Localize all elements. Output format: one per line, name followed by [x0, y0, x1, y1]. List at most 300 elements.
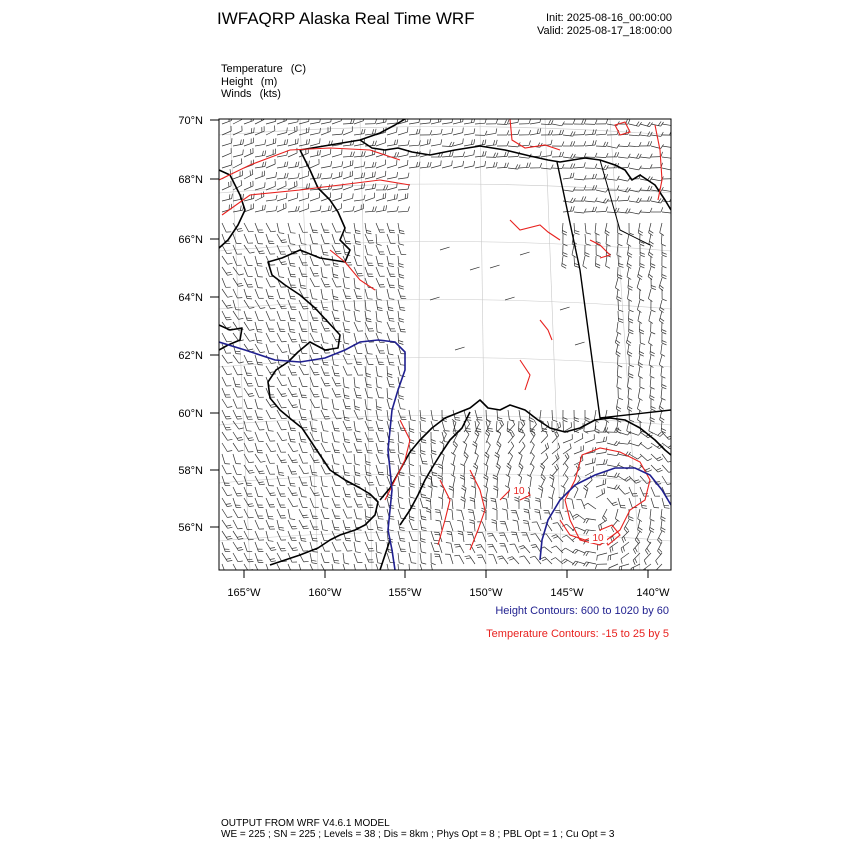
wind-barb-shaft	[409, 465, 410, 475]
wind-barb-shaft	[244, 333, 250, 341]
wind-barb-flag	[519, 546, 524, 548]
wind-barb-flag	[355, 310, 360, 311]
wind-barb-flag	[648, 196, 650, 201]
wind-barb-flag	[661, 207, 663, 212]
wind-barb-flag	[644, 560, 646, 565]
wind-barb-flag	[312, 329, 317, 330]
wind-barb-shaft	[586, 519, 596, 521]
wind-barb-shaft	[409, 531, 413, 540]
wind-barb-flag	[227, 341, 232, 342]
wind-barb-shaft	[222, 432, 228, 440]
wind-barb-flag	[292, 460, 297, 461]
wind-barb-flag	[495, 455, 499, 458]
wind-barb-shaft	[376, 256, 379, 266]
wind-barb-flag	[386, 185, 388, 190]
wind-barb-flag	[421, 418, 426, 419]
wind-barb-shaft	[574, 461, 583, 466]
wind-barb-shaft	[343, 156, 353, 157]
wind-barb-shaft	[387, 377, 390, 387]
wind-barb-shaft	[343, 145, 353, 146]
wind-barb-flag	[520, 547, 525, 549]
wind-barb-shaft	[365, 188, 375, 190]
wind-barb-shaft	[354, 487, 357, 496]
wind-barb-flag	[257, 263, 262, 264]
wind-barb-shaft	[398, 366, 400, 376]
wind-barb-flag	[367, 420, 372, 421]
wind-barb-shaft	[244, 553, 249, 562]
wind-barb-flag	[324, 255, 329, 256]
wind-barb-flag	[650, 352, 655, 354]
wind-barb-shaft	[662, 168, 672, 170]
wind-barb-shaft	[233, 410, 237, 419]
wind-barb-flag	[572, 549, 575, 553]
wind-barb-flag	[334, 277, 339, 278]
wind-barb-shaft	[332, 154, 342, 157]
wind-barb-flag	[604, 516, 607, 520]
wind-barb-shaft	[574, 256, 575, 266]
wind-barb-flag	[410, 484, 415, 485]
wind-barb-flag	[573, 187, 575, 191]
wind-barb-flag	[227, 451, 232, 452]
wind-barb-shaft	[409, 542, 411, 552]
wind-barb-flag	[560, 130, 562, 135]
wind-barb-shaft	[321, 355, 324, 365]
wind-barb-flag	[633, 550, 635, 554]
wind-barb-shaft	[299, 198, 309, 201]
wind-barb-shaft	[332, 564, 334, 574]
wind-barb-flag	[409, 517, 414, 519]
wind-barb-shaft	[629, 201, 639, 203]
wind-barb-flag	[585, 255, 590, 257]
wind-barb-flag	[660, 285, 664, 288]
wind-barb-shaft	[255, 531, 259, 540]
wind-barb-flag	[507, 141, 509, 146]
wind-barb-flag	[397, 172, 398, 177]
wind-barb-flag	[531, 463, 535, 467]
wind-barb-shaft	[321, 122, 331, 124]
wind-barb-flag	[331, 161, 332, 166]
wind-barb-flag	[487, 533, 492, 534]
wind-barb-shaft	[277, 476, 280, 486]
wind-barb-flag	[649, 431, 653, 434]
wind-barb-flag	[372, 129, 373, 134]
wind-barb-flag	[357, 398, 362, 399]
wind-barb-flag	[672, 121, 675, 125]
wind-barb-flag	[610, 555, 611, 560]
wind-barb-shaft	[299, 487, 302, 497]
wind-barb-shaft	[365, 509, 366, 519]
wind-barb-shaft	[233, 520, 238, 529]
wind-barb-shaft	[299, 443, 303, 452]
wind-barb-flag	[378, 527, 383, 528]
wind-barb-flag	[650, 418, 654, 420]
wind-barb-flag	[636, 122, 639, 126]
wind-barb-shaft	[585, 223, 586, 233]
wind-barb-flag	[562, 559, 566, 562]
wind-barb-flag	[659, 538, 662, 542]
wind-barb-flag	[432, 475, 437, 476]
wind-barb-flag	[586, 530, 588, 534]
wind-barb-shaft	[622, 531, 629, 538]
wind-barb-shaft	[617, 377, 618, 387]
wind-barb-shaft	[244, 267, 248, 276]
wind-barb-flag	[570, 198, 573, 202]
wind-barb-flag	[399, 318, 404, 319]
wind-barb-flag	[485, 433, 489, 436]
wind-barb-shaft	[354, 509, 357, 519]
wind-barb-shaft	[343, 165, 353, 168]
wind-barb-shaft	[651, 465, 658, 472]
wind-barb-flag	[523, 520, 528, 521]
wind-barb-flag	[293, 550, 298, 551]
wind-barb-shaft	[464, 133, 474, 135]
wind-barb-flag	[645, 569, 646, 574]
wind-barb-shaft	[321, 366, 325, 375]
wind-barb-flag	[650, 197, 652, 202]
wind-barb-shaft	[266, 164, 275, 168]
wind-barb-shaft	[637, 300, 640, 310]
wind-barb-shaft	[651, 454, 658, 461]
wind-barb-shaft	[409, 145, 419, 146]
wind-barb-flag	[540, 128, 541, 133]
wind-barb-flag	[651, 409, 656, 411]
wind-barb-shaft	[629, 135, 639, 136]
wind-barb-flag	[474, 161, 475, 166]
wind-barb-flag	[473, 466, 477, 469]
wind-barb-flag	[619, 264, 624, 265]
wind-barb-shaft	[376, 267, 380, 276]
wind-barb-flag	[604, 488, 605, 493]
wind-barb-shaft	[343, 509, 347, 518]
wind-barb-flag	[271, 418, 276, 419]
wind-barb-flag	[421, 541, 426, 542]
wind-barb-flag	[597, 556, 598, 561]
wind-barb-shaft	[365, 399, 367, 409]
wind-barb-flag	[432, 453, 437, 455]
variable-winds: Winds (kts)	[221, 88, 281, 100]
wind-barb-flag	[293, 495, 298, 496]
wind-barb-shaft	[618, 157, 628, 158]
wind-barb-flag	[647, 470, 652, 472]
wind-barb-shaft	[288, 198, 298, 201]
wind-barb-flag	[488, 431, 493, 432]
wind-barb-shaft	[420, 123, 430, 124]
wind-barb-flag	[545, 445, 547, 450]
wind-barb-flag	[505, 152, 507, 157]
wind-barb-shaft	[440, 521, 442, 531]
wind-barb-flag	[463, 161, 464, 166]
wind-barb-flag	[551, 151, 552, 156]
wind-barb-shaft	[266, 311, 270, 320]
wind-barb-shaft	[222, 487, 227, 496]
wind-barb-flag	[260, 484, 265, 485]
wind-barb-flag	[496, 128, 497, 133]
wind-barb-flag	[248, 470, 253, 471]
wind-barb-flag	[399, 244, 404, 245]
wind-barb-shaft	[277, 542, 281, 551]
wind-barb-shaft	[255, 223, 259, 232]
wind-barb-shaft	[537, 522, 541, 531]
lat-label-70n: 70°N	[178, 115, 203, 127]
wind-barb-flag	[422, 461, 427, 462]
wind-barb-flag	[510, 544, 515, 545]
wind-barb-flag	[228, 296, 233, 297]
wind-barb-flag	[639, 198, 642, 202]
wind-barb-shaft	[649, 421, 651, 431]
wind-barb-flag	[345, 398, 350, 399]
wind-barb-flag	[276, 172, 277, 177]
wind-barb-shaft	[486, 488, 488, 498]
wind-barb-flag	[226, 558, 231, 559]
wind-barb-flag	[334, 563, 339, 564]
wind-barb-flag	[625, 492, 630, 494]
lon-label-155w: 155°W	[388, 587, 422, 599]
wind-barb-flag	[617, 196, 619, 201]
wind-barb-flag	[394, 140, 395, 145]
wind-barb-shaft	[585, 234, 586, 244]
wind-barb-flag	[662, 387, 667, 389]
wind-barb-flag	[238, 285, 243, 286]
wind-barb-flag	[626, 343, 630, 346]
wind-barb-flag	[323, 307, 328, 308]
wind-barb-flag	[427, 477, 432, 479]
wind-barb-shaft	[387, 465, 388, 475]
wind-barb-flag	[438, 117, 439, 122]
wind-barb-shaft	[222, 333, 227, 342]
wind-barb-flag	[400, 387, 405, 388]
wind-barb-shaft	[596, 157, 606, 158]
wind-barb-shaft	[255, 553, 258, 562]
wind-barb-flag	[535, 500, 540, 501]
wind-barb-shaft	[321, 432, 323, 442]
wind-barb-shaft	[222, 256, 228, 264]
wind-barb-shaft	[266, 322, 270, 331]
wind-barb-shaft	[354, 177, 364, 179]
wind-barb-shaft	[640, 476, 647, 484]
wind-barb-flag	[229, 194, 230, 199]
wind-barb-flag	[672, 174, 674, 179]
wind-barb-flag	[461, 488, 465, 491]
wind-barb-flag	[435, 510, 440, 511]
wind-barb-shaft	[266, 421, 269, 431]
wind-barb-flag	[248, 364, 253, 365]
wind-barb-flag	[465, 544, 470, 545]
wind-barb-flag	[457, 520, 462, 521]
wind-barb-flag	[532, 547, 537, 548]
wind-barb-shaft	[288, 322, 290, 332]
wind-barb-shaft	[398, 267, 399, 277]
wind-barb-flag	[239, 428, 244, 429]
wind-barb-flag	[552, 535, 557, 537]
wind-barb-shaft	[617, 366, 618, 376]
wind-barb-shaft	[387, 553, 390, 563]
wind-barb-shaft	[255, 278, 258, 288]
wind-barb-shaft	[398, 289, 401, 299]
wind-barb-flag	[561, 486, 565, 489]
wind-barb-shaft	[266, 454, 270, 463]
wind-barb-shaft	[266, 443, 271, 452]
wind-barb-shaft	[365, 278, 368, 287]
wind-barb-flag	[658, 432, 662, 435]
longitude-ticks	[244, 570, 648, 578]
wind-barb-shaft	[310, 256, 314, 265]
wind-barb-flag	[551, 130, 553, 135]
wind-barb-flag	[323, 299, 328, 300]
wind-barb-flag	[291, 486, 296, 487]
wind-barb-flag	[373, 207, 374, 212]
wind-barb-flag	[334, 574, 339, 575]
wind-barb-shaft	[233, 388, 237, 397]
wind-barb-shaft	[277, 421, 282, 430]
wind-barb-flag	[254, 128, 255, 133]
wind-barb-shaft	[222, 454, 225, 464]
wind-barb-flag	[575, 233, 580, 234]
wind-barb-flag	[488, 428, 493, 429]
wind-barb-shaft	[606, 234, 607, 244]
wind-barb-flag	[452, 128, 453, 133]
wind-barb-shaft	[288, 399, 293, 408]
wind-barb-flag	[446, 543, 451, 544]
wind-barb-flag	[662, 343, 667, 345]
wind-barb-shaft	[420, 564, 423, 574]
wind-barb-shaft	[299, 278, 301, 288]
wind-barb-shaft	[310, 289, 312, 299]
wind-barb-shaft	[255, 344, 260, 353]
wind-barb-flag	[617, 332, 621, 334]
wind-barb-shaft	[266, 143, 276, 146]
wind-barb-shaft	[332, 189, 342, 191]
wind-barb-shaft	[431, 134, 441, 135]
wind-barb-flag	[227, 374, 232, 375]
wind-barb-flag	[542, 523, 547, 524]
wind-barb-flag	[390, 387, 395, 388]
wind-barb-shaft	[310, 509, 313, 519]
wind-barb-shaft	[222, 143, 232, 146]
wind-barb-flag	[477, 417, 482, 418]
wind-barb-shaft	[552, 448, 560, 454]
wind-barb-flag	[629, 517, 634, 519]
wind-barb-shaft	[222, 476, 225, 486]
wind-barb-shaft	[321, 131, 330, 135]
wind-barb-flag	[282, 396, 287, 397]
wind-barb-flag	[377, 321, 382, 322]
wind-barb-flag	[342, 129, 343, 134]
lat-label-60n: 60°N	[178, 408, 203, 420]
wind-barb-flag	[508, 557, 513, 559]
wind-barb-shaft	[222, 542, 225, 552]
wind-barb-flag	[497, 444, 501, 448]
wind-barb-flag	[640, 330, 645, 332]
wind-barb-shaft	[597, 553, 607, 556]
wind-barb-flag	[574, 420, 579, 422]
wind-barb-flag	[240, 140, 241, 145]
wind-barb-flag	[665, 508, 670, 509]
wind-barb-shaft	[409, 498, 411, 508]
wind-barb-shaft	[321, 410, 325, 419]
wind-barb-flag	[529, 141, 531, 146]
wind-barb-shaft	[387, 355, 390, 365]
wind-barb-flag	[366, 230, 371, 231]
wind-barb-shaft	[365, 198, 374, 201]
wind-barb-shaft	[233, 333, 239, 341]
wind-barb-shaft	[365, 267, 368, 276]
coastline	[219, 119, 671, 570]
wind-barb-shaft	[639, 322, 640, 332]
wind-barb-flag	[243, 139, 244, 144]
wind-barb-shaft	[266, 300, 271, 309]
wind-barb-shaft	[442, 455, 444, 465]
wind-barb-flag	[399, 264, 404, 265]
wind-barb-shaft	[629, 157, 639, 158]
wind-barb-shaft	[552, 436, 559, 443]
wind-barb-shaft	[277, 178, 287, 179]
wind-barb-shaft	[233, 120, 242, 125]
wind-barb-flag	[502, 509, 507, 510]
wind-barb-shaft	[222, 509, 227, 518]
wind-barb-flag	[323, 277, 328, 278]
wind-barb-flag	[239, 450, 244, 451]
wind-barb-flag	[628, 252, 632, 255]
wind-barb-flag	[529, 130, 531, 135]
wind-barb-shaft	[486, 445, 490, 454]
wind-barb-flag	[507, 466, 511, 469]
wind-barb-flag	[367, 450, 372, 451]
wind-barb-flag	[335, 251, 340, 252]
wind-barb-flag	[622, 538, 624, 543]
wind-barb-shaft	[310, 487, 315, 496]
wind-barb-shaft	[643, 564, 651, 570]
wind-barb-flag	[615, 343, 619, 346]
wind-barb-flag	[661, 152, 663, 157]
wind-barb-flag	[470, 522, 475, 523]
wind-barb-flag	[331, 205, 332, 210]
wind-barb-shaft	[299, 454, 303, 463]
wind-barb-shaft	[609, 564, 618, 568]
wind-barb-flag	[375, 129, 376, 134]
wind-barb-shaft	[310, 399, 315, 408]
wind-barb-shaft	[365, 443, 368, 453]
wind-barb-shaft	[508, 456, 513, 465]
wind-barb-flag	[258, 409, 263, 410]
wind-barb-flag	[458, 533, 463, 534]
wind-barb-shaft	[376, 210, 386, 212]
wind-barb-flag	[293, 451, 298, 452]
wind-barb-flag	[618, 275, 623, 277]
wind-barb-shaft	[631, 564, 640, 569]
wind-barb-flag	[366, 310, 371, 311]
wind-barb-shaft	[233, 454, 236, 464]
wind-barb-shaft	[442, 133, 452, 135]
wind-barb-flag	[355, 288, 360, 289]
wind-barb-flag	[410, 574, 415, 575]
wind-barb-shaft	[365, 454, 366, 464]
wind-barb-shaft	[615, 278, 618, 288]
wind-barb-flag	[293, 506, 298, 507]
wind-barb-flag	[658, 470, 663, 472]
wind-barb-flag	[227, 253, 232, 254]
wind-barb-flag	[268, 516, 273, 517]
wind-barb-shaft	[552, 469, 559, 477]
wind-barb-flag	[265, 162, 266, 167]
wind-barb-flag	[247, 431, 252, 432]
wind-barb-flag	[302, 574, 307, 575]
wind-barb-shaft	[332, 487, 335, 497]
wind-barb-flag	[337, 418, 342, 419]
wind-barb-flag	[493, 488, 498, 490]
wind-barb-shaft	[628, 311, 629, 321]
wind-barb-flag	[593, 207, 595, 212]
wind-barb-shaft	[540, 499, 541, 509]
